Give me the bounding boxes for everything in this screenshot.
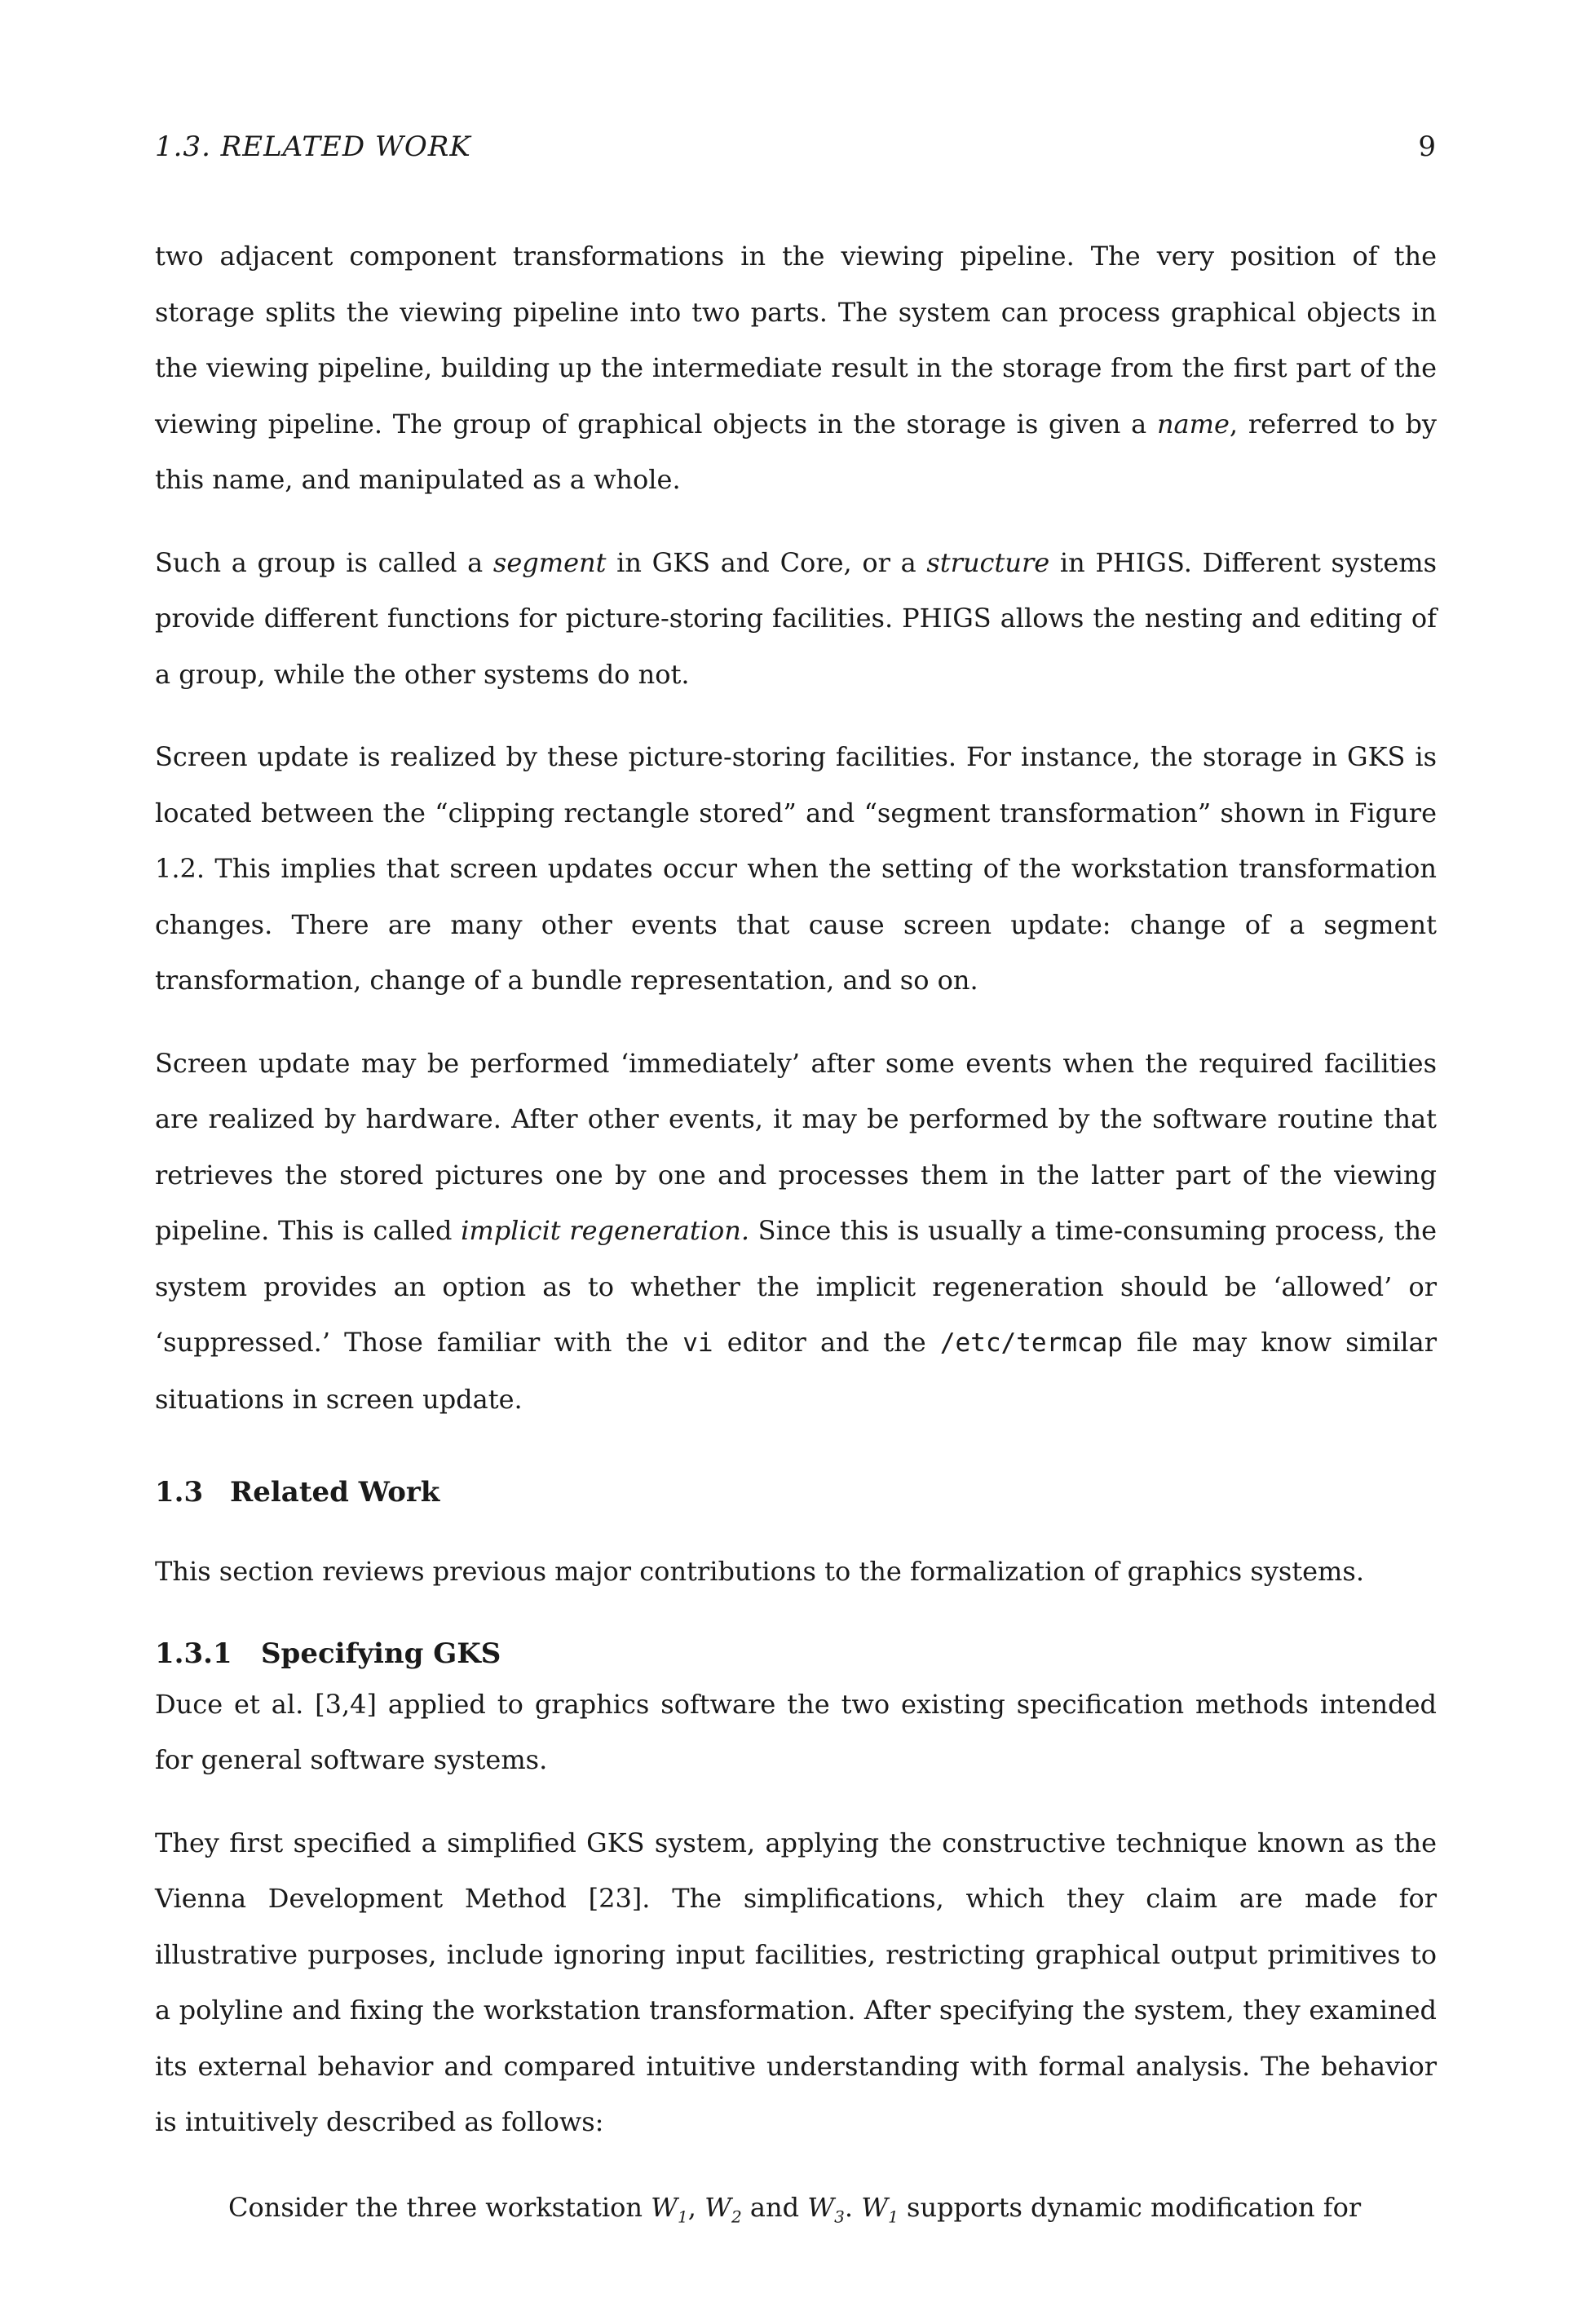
- paragraph-implicit-regeneration: [155, 1036, 1437, 1428]
- p1-text: two adjacent component transformations in the viewing pipeline. The very position of the storage splits the viewing pipeline into two parts. The system can process graphical objects in the viewing pipeline, building up the intermediate result in the storage from the first part of the viewing pipeline. The group of graphical objects in the storage is given a: [155, 241, 1437, 440]
- page-number: 9: [1418, 130, 1437, 163]
- p1-emphasis-name: name: [1156, 408, 1230, 440]
- paragraph-section-intro: This section reviews previous major contributions to the formalization of graphics systems.: [155, 1556, 1364, 1587]
- subsection-title: Specifying GKS: [261, 1637, 501, 1670]
- p4-text-d: file may know similar situations in screen update.: [155, 1327, 1438, 1415]
- p4-code-vi: vi: [682, 1328, 713, 1358]
- paragraph-segment-structure: [155, 535, 1437, 703]
- quote-text-a: Consider the three workstation: [228, 2191, 651, 2223]
- quote-text-b: supports dynamic modification for: [898, 2191, 1362, 2223]
- w1: $W_1$: [651, 2191, 688, 2226]
- p2-emphasis-segment: segment: [492, 546, 607, 578]
- p2-text-b: in GKS and Core, or a: [606, 546, 927, 578]
- w1-again: $W_1$: [861, 2191, 899, 2226]
- p2-emphasis-structure: structure: [926, 546, 1050, 578]
- running-head-title: 1.3. RELATED WORK: [155, 130, 471, 163]
- p4-code-termcap: /etc/termcap: [939, 1328, 1123, 1358]
- section-heading: [155, 1468, 1437, 1517]
- p2-text-c: in PHIGS. Different systems provide different functions for picture-storing facilities. PHIGS allows the nesting and editing of a group, while the other systems do not.: [155, 546, 1438, 690]
- running-head: [155, 130, 1437, 170]
- paragraph-screen-update: Screen update is realized by these picture-storing facilities. For instance, the storage in GKS is located between the “clipping rectangle stored” and “segment transformation” shown in Figure 1.2. This implies that screen updates occur when the setting of the workstation transformation changes. There are many other events that cause screen update: change of a segment transformation, change of a bundle representation, and so on.: [155, 741, 1437, 996]
- paragraph-vdm: They first specified a simplified GKS system, applying the constructive technique known as the Vienna Development Method [23]. The simplifications, which they claim are made for illustrative purposes, include ignoring input facilities, restricting graphical output primitives to a polyline and fixing the workstation transformation. After specifying the system, they examined its external behavior and compared intuitive understanding with formal analysis. The behavior is intuitively described as follows:: [155, 1827, 1437, 2137]
- subsection-number: 1.3.1: [155, 1637, 232, 1670]
- p4-text-b: Since this is usually a time-consuming process, the system provides an option as to whether the implicit regeneration should be ‘allowed’ or ‘suppressed.’ Those familiar with the: [155, 1215, 1438, 1358]
- paragraph-duce: Duce et al. [3,4] applied to graphics software the two existing specification methods intended for general software systems.: [155, 1688, 1437, 1775]
- w3: $W_3$: [807, 2191, 845, 2226]
- p4-text-c: editor and the: [713, 1327, 940, 1358]
- section-title: Related Work: [230, 1476, 440, 1509]
- p1-text-end: , referred to by this name, and manipulated as a whole.: [155, 408, 1438, 495]
- p4-text-a: Screen update may be performed ‘immediately’ after some events when the required facilities are realized by hardware. After other events, it may be performed by the software routine that retrieves the stored pictures one by one and processes them in the latter part of the viewing pipeline. This is called: [155, 1047, 1437, 1246]
- paragraph-storage-pipeline: [155, 228, 1437, 508]
- p4-emphasis-implicit: implicit regeneration.: [461, 1215, 750, 1246]
- page: [155, 130, 1437, 2244]
- p2-text-a: Such a group is called a: [155, 546, 493, 578]
- section-number: 1.3: [155, 1476, 204, 1509]
- subsection-heading: [155, 1631, 1437, 1677]
- w2: $W_2$: [704, 2191, 742, 2226]
- quote-workstations: Consider the three workstation $W_1$, $W_2$ and $W_3$. $W_1$ supports dynamic modification for: [228, 2191, 1362, 2226]
